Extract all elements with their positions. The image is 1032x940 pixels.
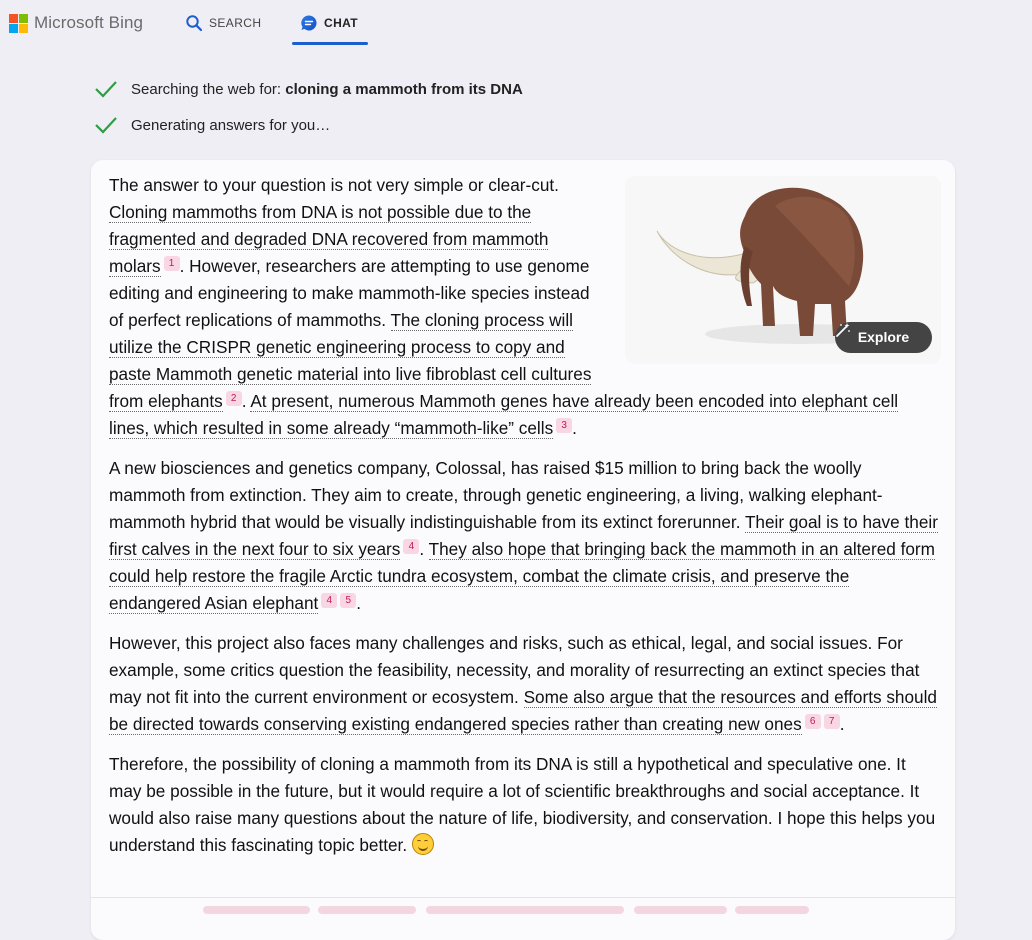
citation-badge[interactable]: 6 [805,714,821,729]
tab-chat-label: CHAT [324,16,359,30]
checkmark-icon [94,79,118,99]
answer-text: . [356,593,362,613]
answer-text: A new biosciences and genetics company, Colossal, has raised $15 million to bring back the woolly mammoth from extinction. They aim to create, through genetic engineering, a living, walking elephant-mammoth hybrid that would be visually indistinguishable from its extinct forerunner. [109,458,883,532]
suggestion-chip[interactable] [735,906,809,914]
referenced-claim[interactable]: They also hope that bringing back the mammoth in an altered form could help restore the fragile Arctic tundra ecosystem, combat the climate crisis, and preserve the endangered Asian elephant [109,539,935,613]
suggestion-chip[interactable] [634,906,727,914]
citation-badge[interactable]: 4 [321,593,337,608]
answer-body [109,172,941,872]
status-search-query: cloning a mammoth from its DNA [285,80,523,98]
explore-button[interactable] [835,322,932,353]
answer-text: . However, researchers are attempting to use genome editing and engineering to make mammoth-like species instead of perfect replications of mammoths. [109,256,590,330]
tab-search[interactable] [185,14,261,32]
magic-wand-icon [835,322,851,338]
referenced-claim[interactable]: Some also argue that the resources and efforts should be directed towards conserving existing endangered species rather than creating new ones [109,687,937,734]
chat-icon [300,14,318,32]
tab-search-label: SEARCH [209,16,262,30]
explore-label: Explore [857,329,910,345]
answer-paragraph-3 [109,630,941,738]
logo-text: Microsoft Bing [34,13,144,32]
answer-text: . [419,539,429,559]
suggestion-chips-row [0,898,1032,912]
answer-paragraph-4 [109,751,941,859]
answer-text: . [572,418,577,438]
citation-badge[interactable]: 5 [340,593,356,608]
status-generating-text: Generating answers for you… [131,116,331,134]
citation-badge[interactable]: 4 [403,539,419,554]
status-searching [94,79,523,99]
suggestion-chip[interactable] [203,906,310,914]
citation-badge[interactable]: 1 [164,256,180,271]
smiling-face-emoji-icon [412,833,434,855]
answer-text: . [241,391,251,411]
status-searching-prefix: Searching the web for: [131,80,286,98]
answer-card [91,160,955,940]
answer-paragraph-2 [109,455,941,617]
citation-badge[interactable]: 7 [824,714,840,729]
bing-logo[interactable] [9,13,143,33]
referenced-claim[interactable]: At present, numerous Mammoth genes have already been encoded into elephant cell lines, which resulted in some already “mammoth-like” cells [109,391,899,438]
citation-badge[interactable]: 2 [226,391,242,406]
mammoth-image[interactable] [625,176,941,364]
answer-text: Therefore, the possibility of cloning a mammoth from its DNA is still a hypothetical and speculative one. It may be possible in the future, but it would require a lot of scientific breakthroughs and social acceptance. It would also raise many questions about the nature of life, biodiversity, and conservation. I hope this helps you understand this fascinating topic better. [109,754,936,855]
answer-text: However, this project also faces many challenges and risks, such as ethical, legal, and social issues. For example, some critics question the feasibility, necessity, and morality of resurrecting an extinct species that may not fit into the current environment or ecosystem. [109,633,920,707]
status-generating [94,115,330,135]
top-navigation-bar [0,0,1032,48]
microsoft-logo-icon [9,14,28,33]
suggestion-chip[interactable] [426,906,624,914]
answer-text: . [839,714,845,734]
citation-badge[interactable]: 3 [556,418,572,433]
referenced-claim[interactable]: Their goal is to have their first calves in the next four to six years [109,512,938,559]
tab-chat[interactable] [300,14,358,32]
referenced-claim[interactable]: Cloning mammoths from DNA is not possible due to the fragmented and degraded DNA recovered from mammoth molars [109,202,549,276]
referenced-claim[interactable]: The cloning process will utilize the CRISPR genetic engineering process to copy and paste Mammoth genetic material into live fibroblast cell cultures from elephants [109,310,592,411]
suggestion-chip[interactable] [318,906,416,914]
answer-text: The answer to your question is not very simple or clear-cut. [109,175,559,195]
search-icon [185,14,203,32]
active-tab-indicator [292,42,368,45]
checkmark-icon [94,115,118,135]
